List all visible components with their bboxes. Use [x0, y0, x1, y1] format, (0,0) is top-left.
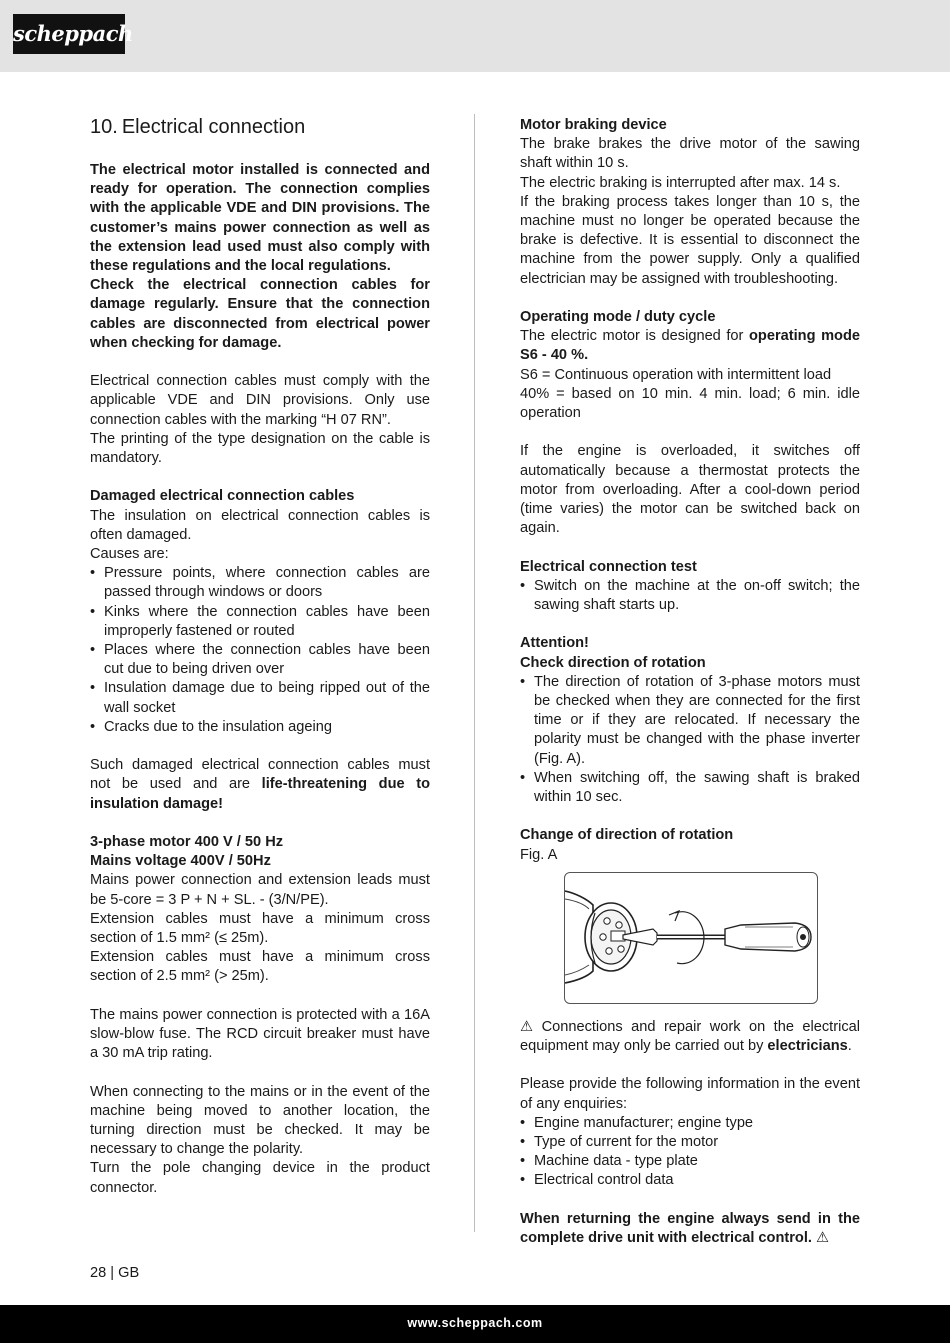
connection-test-list	[520, 577, 860, 615]
operating-mode-heading: Operating mode / duty cycle	[520, 309, 716, 326]
footer-bar	[0, 1305, 950, 1343]
list-item: • Kinks where the connection cables have been improperly fastened or routed	[90, 603, 430, 641]
list-item: • Machine data - type plate	[520, 1152, 860, 1171]
core-requirement-paragraph: Mains power connection and extension leads must be 5-core = 3 P + N + SL. - (3/N/PE).	[90, 872, 430, 908]
section-title	[90, 116, 430, 138]
check-cables-paragraph: Check the electrical connection cables for damage regularly. Ensure that the connection cables are disconnected from electrical power when checking for damage.	[90, 277, 430, 351]
list-item: • Cracks due to the insulation ageing	[90, 718, 430, 737]
electrician-warning-paragraph	[520, 1018, 860, 1056]
enquiry-list	[520, 1114, 860, 1191]
duty-cycle-definition: 40% = based on 10 min. 4 min. load; 6 min. idle operation	[520, 385, 860, 422]
polarity-paragraph: When connecting to the mains or in the event of the machine being moved to another location, the turning direction must be checked. It may be necessary to change the polarity.	[90, 1083, 430, 1158]
list-item: • Pressure points, where connection cables are passed through windows or doors	[90, 564, 430, 602]
return-engine-paragraph	[520, 1210, 860, 1248]
attention-heading: Attention!	[520, 635, 589, 652]
mains-voltage-heading: Mains voltage 400V / 50Hz	[90, 853, 271, 870]
cross-section-long-paragraph: Extension cables must have a minimum cross section of 2.5 mm² (> 25m).	[90, 949, 430, 985]
list-item: • Insulation damage due to being ripped out of the wall socket	[90, 679, 430, 717]
brake-paragraph-3: If the braking process takes longer than 10 s, the machine must no longer be operated because the brake is defective. It is essential to disconnect the machine from the power supply. Only a qualified electrician may be assigned with troubleshooting.	[520, 193, 860, 287]
brake-paragraph-2: The electric braking is interrupted after max. 14 s.	[520, 174, 841, 191]
language-code: GB	[118, 1265, 140, 1281]
pole-changing-paragraph: Turn the pole changing device in the product connector.	[90, 1160, 430, 1196]
cables-paragraph: Electrical connection cables must comply with the applicable VDE and DIN provisions. Only use connection cables with the marking “H 07 RN”.	[90, 373, 430, 428]
page-number: 28 | GB	[90, 1265, 140, 1281]
damaged-warning-paragraph	[90, 756, 430, 814]
right-column	[520, 116, 860, 1248]
damaged-cables-heading: Damaged electrical connection cables	[90, 488, 355, 505]
column-divider	[474, 114, 475, 1232]
top-bar	[0, 0, 950, 72]
electrician-warning-end: .	[847, 1038, 852, 1055]
list-item: • Engine manufacturer; engine type	[520, 1114, 860, 1133]
electrician-warning-text: Connections and repair work on the electrical equipment may only be carried out by	[520, 1018, 860, 1055]
section-title-text: Electrical connection	[121, 116, 306, 138]
connection-test-heading: Electrical connection test	[520, 558, 697, 575]
fuse-paragraph: The mains power connection is protected with a 16A slow-blow fuse. The RCD circuit breaker must have a 30 mA trip rating.	[90, 1006, 430, 1062]
causes-label: Causes are:	[90, 546, 169, 563]
intro-paragraph: The electrical motor installed is connected and ready for operation. The connection complies with the applicable VDE and DIN provisions. The customer’s mains power connection as well as the extension lead used must also comply with these regulations and the local regulations.	[90, 162, 430, 275]
figure-label: Fig. A	[520, 846, 558, 863]
cross-section-short-paragraph: Extension cables must have a minimum cross section of 1.5 mm² (≤ 25m).	[90, 910, 430, 947]
brand-logo: scheppach	[13, 14, 125, 54]
list-item: • Type of current for the motor	[520, 1133, 860, 1152]
brake-heading: Motor braking device	[520, 117, 667, 133]
damaged-warning-text: Such damaged electrical connection cables must not be used and are	[90, 757, 430, 793]
warning-triangle-icon: ⚠	[520, 1018, 534, 1035]
left-column	[90, 116, 430, 1198]
enquiry-paragraph: Please provide the following information in the event of any enquiries:	[520, 1076, 860, 1112]
brake-paragraph-1: The brake brakes the drive motor of the sawing shaft within 10 s.	[520, 136, 860, 172]
list-item: • When switching off, the sawing shaft is braked within 10 sec.	[520, 769, 860, 807]
section-number: 10.	[90, 116, 118, 138]
figure-a-plug-screwdriver	[564, 872, 818, 1004]
rotation-list	[520, 673, 860, 807]
operating-mode-paragraph	[520, 327, 860, 365]
electricians-bold: electricians	[767, 1038, 848, 1055]
change-rotation-heading: Change of direction of rotation	[520, 827, 734, 844]
causes-list	[90, 564, 430, 737]
motor-heading: 3-phase motor 400 V / 50 Hz	[90, 834, 284, 851]
return-engine-text: When returning the engine always send in the complete drive unit with electrical control.	[520, 1210, 860, 1247]
operating-mode-bold: operating mode S6 - 40 %.	[520, 328, 860, 364]
damaged-cables-text: The insulation on electrical connection cables is often damaged.	[90, 507, 430, 543]
operating-mode-text: The electric motor is designed for	[520, 328, 749, 345]
type-designation-paragraph: The printing of the type designation on the cable is mandatory.	[90, 430, 430, 467]
warning-triangle-icon: ⚠	[816, 1230, 830, 1247]
list-item: • The direction of rotation of 3-phase motors must be checked when they are connected for the first time or if they are relocated. If necessary the polarity must be changed with the phase inverter (Fig. A).	[520, 673, 860, 769]
damaged-warning-bold: life-threatening due to insulation damage!	[90, 776, 430, 812]
footer-url-link[interactable]: www.scheppach.com	[407, 1316, 543, 1330]
list-item: • Places where the connection cables have been cut due to being driven over	[90, 641, 430, 679]
list-item: • Electrical control data	[520, 1171, 860, 1190]
list-item: • Switch on the machine at the on-off switch; the sawing shaft starts up.	[520, 577, 860, 615]
page-number-value: 28	[90, 1265, 107, 1281]
s6-definition: S6 = Continuous operation with intermittent load	[520, 366, 832, 383]
rotation-heading: Check direction of rotation	[520, 654, 706, 671]
plug-screwdriver-illustration	[565, 873, 817, 1003]
overload-paragraph: If the engine is overloaded, it switches off automatically because a thermostat protects the motor from overloading. After a cool-down period (time varies) the motor can be switched back on again.	[520, 443, 860, 537]
